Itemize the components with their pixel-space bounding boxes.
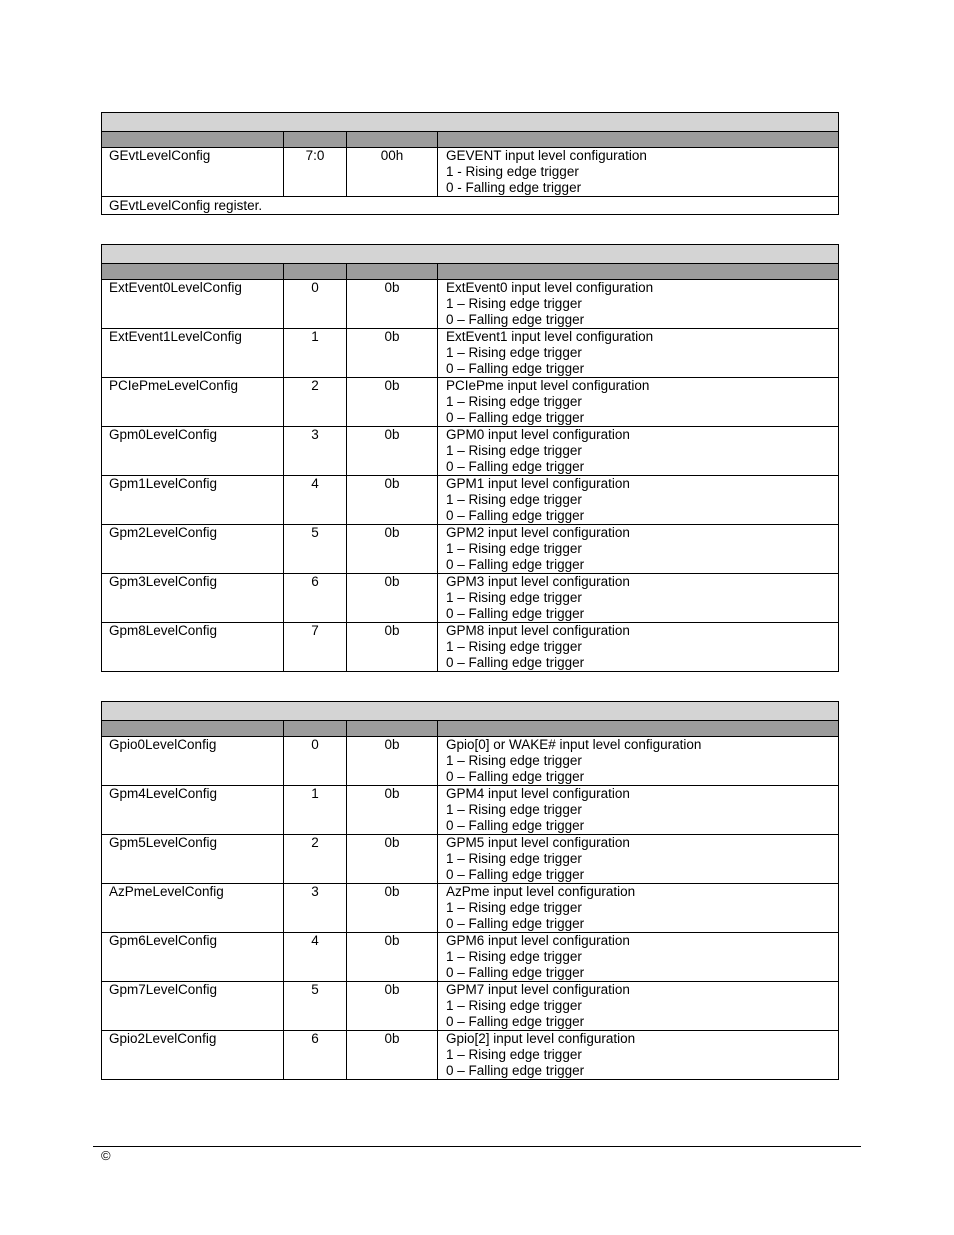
footer-divider	[93, 1146, 861, 1147]
field-name: Gpm5LevelConfig	[102, 835, 284, 884]
table-row	[102, 525, 839, 574]
field-bits: 7	[284, 623, 347, 672]
field-bits: 2	[284, 835, 347, 884]
field-bits: 5	[284, 982, 347, 1031]
field-bits: 3	[284, 427, 347, 476]
field-bits: 6	[284, 574, 347, 623]
field-bits: 0	[284, 737, 347, 786]
table-header-row	[102, 132, 839, 148]
field-name: Gpm8LevelConfig	[102, 623, 284, 672]
register-table-gevt-level-config	[101, 112, 839, 215]
field-default: 0b	[347, 623, 438, 672]
table-row	[102, 786, 839, 835]
field-name: Gpm1LevelConfig	[102, 476, 284, 525]
field-default: 0b	[347, 427, 438, 476]
field-description: ExtEvent1 input level configuration 1 – Rising edge trigger 0 – Falling edge trigger	[438, 329, 839, 378]
field-description: GPM6 input level configuration 1 – Rising edge trigger 0 – Falling edge trigger	[438, 933, 839, 982]
table-row	[102, 982, 839, 1031]
field-name: Gpm0LevelConfig	[102, 427, 284, 476]
field-default: 0b	[347, 786, 438, 835]
table-row	[102, 623, 839, 672]
table-row	[102, 329, 839, 378]
field-name: GEvtLevelConfig	[102, 148, 284, 197]
table-row	[102, 427, 839, 476]
field-description: GPM1 input level configuration 1 – Rising edge trigger 0 – Falling edge trigger	[438, 476, 839, 525]
field-description: AzPme input level configuration 1 – Rising edge trigger 0 – Falling edge trigger	[438, 884, 839, 933]
table-row	[102, 835, 839, 884]
field-bits: 4	[284, 476, 347, 525]
field-name: Gpm3LevelConfig	[102, 574, 284, 623]
table-row	[102, 378, 839, 427]
field-description: GPM8 input level configuration 1 – Rising edge trigger 0 – Falling edge trigger	[438, 623, 839, 672]
field-name: Gpm7LevelConfig	[102, 982, 284, 1031]
field-name: AzPmeLevelConfig	[102, 884, 284, 933]
field-description: ExtEvent0 input level configuration 1 – Rising edge trigger 0 – Falling edge trigger	[438, 280, 839, 329]
table-header-row	[102, 721, 839, 737]
field-default: 0b	[347, 378, 438, 427]
footer-copyright: ©	[101, 1148, 111, 1163]
field-description: GPM4 input level configuration 1 – Rising edge trigger 0 – Falling edge trigger	[438, 786, 839, 835]
register-table-gpio-level-config	[101, 701, 839, 1080]
table-row	[102, 280, 839, 329]
field-description: GPM3 input level configuration 1 – Rising edge trigger 0 – Falling edge trigger	[438, 574, 839, 623]
field-default: 0b	[347, 982, 438, 1031]
field-default: 0b	[347, 329, 438, 378]
table-row	[102, 884, 839, 933]
table-header-row	[102, 264, 839, 280]
register-table-event-level-config	[101, 244, 839, 672]
field-default: 0b	[347, 476, 438, 525]
field-bits: 6	[284, 1031, 347, 1080]
field-name: ExtEvent1LevelConfig	[102, 329, 284, 378]
field-name: Gpio0LevelConfig	[102, 737, 284, 786]
field-description: GPM0 input level configuration 1 – Rising edge trigger 0 – Falling edge trigger	[438, 427, 839, 476]
field-default: 0b	[347, 574, 438, 623]
field-name: Gpm6LevelConfig	[102, 933, 284, 982]
table-title-row	[102, 702, 839, 721]
field-description: GEVENT input level configuration 1 - Rising edge trigger 0 - Falling edge trigger	[438, 148, 839, 197]
table-row	[102, 1031, 839, 1080]
field-default: 0b	[347, 1031, 438, 1080]
field-name: PCIePmeLevelConfig	[102, 378, 284, 427]
field-default: 00h	[347, 148, 438, 197]
field-default: 0b	[347, 525, 438, 574]
table-row	[102, 574, 839, 623]
field-bits: 7:0	[284, 148, 347, 197]
field-default: 0b	[347, 933, 438, 982]
field-description: GPM5 input level configuration 1 – Rising edge trigger 0 – Falling edge trigger	[438, 835, 839, 884]
table-row	[102, 737, 839, 786]
table-row	[102, 933, 839, 982]
field-bits: 0	[284, 280, 347, 329]
field-bits: 5	[284, 525, 347, 574]
field-bits: 3	[284, 884, 347, 933]
field-default: 0b	[347, 280, 438, 329]
field-default: 0b	[347, 835, 438, 884]
field-name: Gpm4LevelConfig	[102, 786, 284, 835]
field-bits: 2	[284, 378, 347, 427]
field-bits: 1	[284, 786, 347, 835]
table-row	[102, 476, 839, 525]
field-description: PCIePme input level configuration 1 – Rising edge trigger 0 – Falling edge trigger	[438, 378, 839, 427]
table-row	[102, 148, 839, 197]
field-description: GPM2 input level configuration 1 – Rising edge trigger 0 – Falling edge trigger	[438, 525, 839, 574]
table-title-row	[102, 245, 839, 264]
field-name: Gpio2LevelConfig	[102, 1031, 284, 1080]
field-bits: 1	[284, 329, 347, 378]
field-description: Gpio[0] or WAKE# input level configuration 1 – Rising edge trigger 0 – Falling edge trigger	[438, 737, 839, 786]
table-note-row	[102, 197, 839, 215]
table-title-row	[102, 113, 839, 132]
field-default: 0b	[347, 884, 438, 933]
field-description: Gpio[2] input level configuration 1 – Rising edge trigger 0 – Falling edge trigger	[438, 1031, 839, 1080]
field-description: GPM7 input level configuration 1 – Rising edge trigger 0 – Falling edge trigger	[438, 982, 839, 1031]
field-name: Gpm2LevelConfig	[102, 525, 284, 574]
field-bits: 4	[284, 933, 347, 982]
field-default: 0b	[347, 737, 438, 786]
field-name: ExtEvent0LevelConfig	[102, 280, 284, 329]
table-note: GEvtLevelConfig register.	[102, 197, 839, 215]
